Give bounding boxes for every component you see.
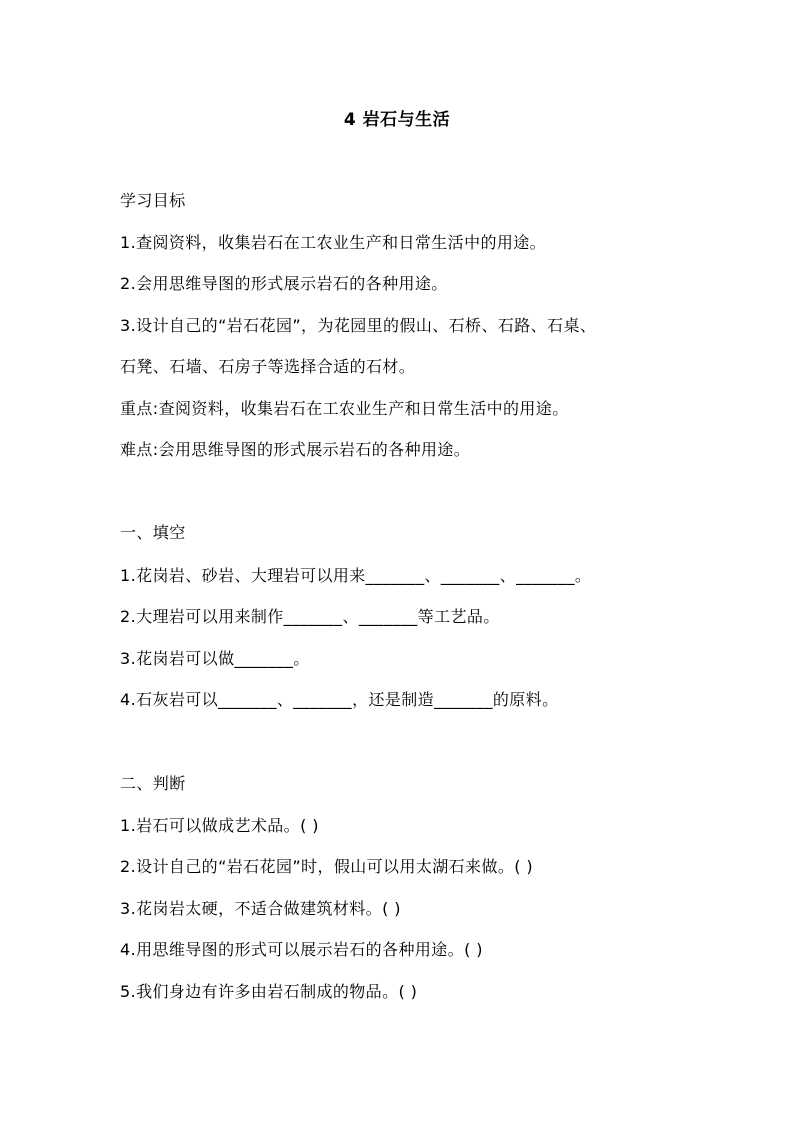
- judge-item-5: 5.我们身边有许多由岩石制成的物品。( ): [120, 982, 418, 1001]
- judge-item-2: 2.设计自己的“岩石花园”时，假山可以用太湖石来做。( ): [120, 857, 534, 876]
- objective-item-3: 3.设计自己的“岩石花园”，为花园里的假山、石桥、石路、石桌、: [120, 316, 597, 335]
- fill-blank-item-3: 3.花岗岩可以做_______。: [120, 649, 310, 668]
- page-title: 4 岩石与生活: [343, 110, 451, 130]
- fill-blank-item-4: 4.石灰岩可以_______、_______，还是制造_______的原料。: [120, 690, 559, 709]
- key-point: 重点:查阅资料，收集岩石在工农业生产和日常生活中的用途。: [120, 399, 569, 418]
- objectives-heading: 学习目标: [120, 191, 186, 210]
- judge-heading: 二、判断: [120, 774, 186, 793]
- objective-item-1: 1.查阅资料，收集岩石在工农业生产和日常生活中的用途。: [120, 233, 547, 252]
- judge-item-3: 3.花岗岩太硬，不适合做建筑材料。( ): [120, 899, 401, 918]
- fill-blank-item-2: 2.大理岩可以用来制作_______、_______等工艺品。: [120, 607, 500, 626]
- judge-item-4: 4.用思维导图的形式可以展示岩石的各种用途。( ): [120, 940, 483, 959]
- fill-blank-heading: 一、填空: [120, 523, 186, 542]
- objective-item-3-continued: 石凳、石墙、石房子等选择合适的石材。: [120, 357, 416, 376]
- objective-item-2: 2.会用思维导图的形式展示岩石的各种用途。: [120, 274, 448, 293]
- difficult-point: 难点:会用思维导图的形式展示岩石的各种用途。: [120, 440, 471, 459]
- fill-blank-item-1: 1.花岗岩、砂岩、大理岩可以用来_______、_______、_______。: [120, 566, 592, 585]
- judge-item-1: 1.岩石可以做成艺术品。( ): [120, 816, 319, 835]
